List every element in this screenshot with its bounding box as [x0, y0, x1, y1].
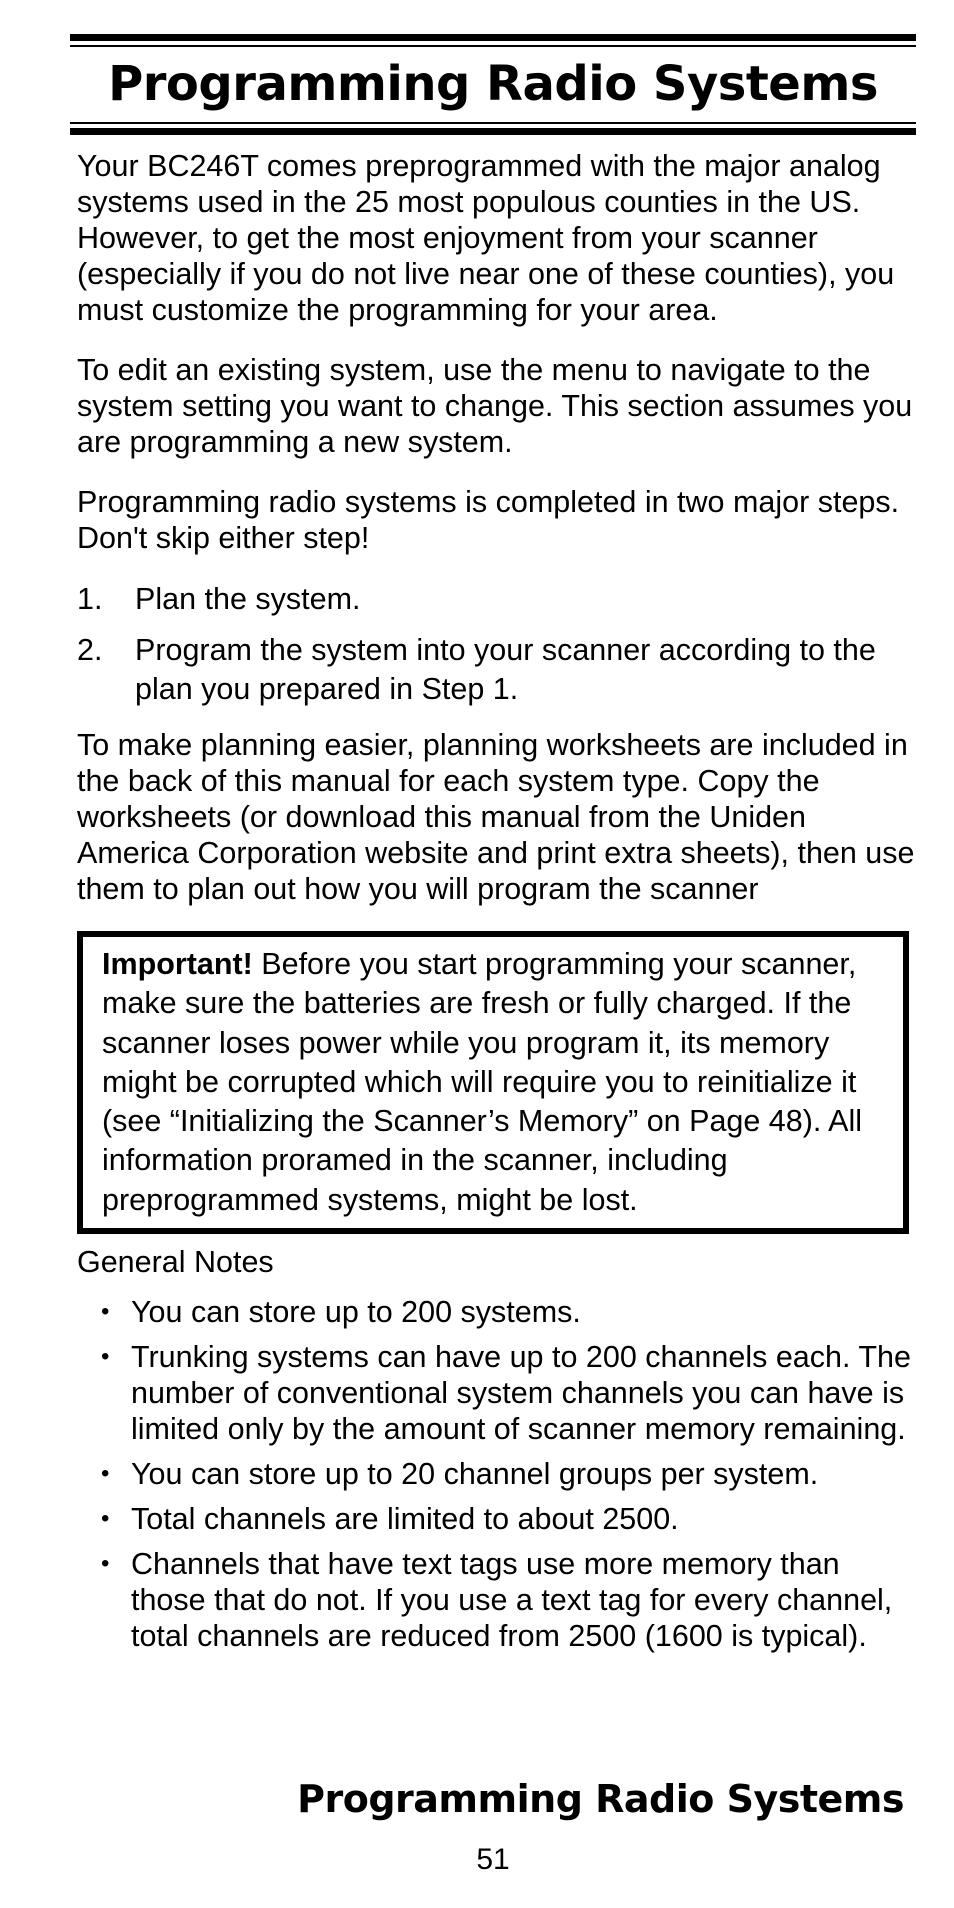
bullet-icon: •	[101, 1550, 110, 1578]
note-text: You can store up to 20 channel groups per system.	[131, 1457, 819, 1492]
step-text: Program the system into your scanner according to the plan you prepared in Step 1.	[135, 633, 876, 706]
important-text: Before you start programming your scanner, make sure the batteries are fresh or fully charged. If the scanner loses power while you program it, its memory might be corrupted which will require you to reinitialize it (see “Initializing the Scanner’s Memory” on Page 48). All information proramed in the scanner, including preprogrammed systems, might be lost.	[102, 947, 863, 1217]
list-item	[77, 1339, 917, 1447]
steps-list	[77, 580, 917, 709]
list-item	[77, 580, 917, 619]
list-item	[77, 1294, 917, 1330]
general-notes-heading: General Notes	[77, 1245, 274, 1280]
list-item	[77, 1501, 917, 1537]
header-rule-top-thick	[70, 34, 916, 41]
bullet-icon: •	[101, 1460, 110, 1488]
general-notes-list	[77, 1294, 917, 1654]
footer-section-title: Programming Radio Systems	[297, 1777, 904, 1821]
page-title: Programming Radio Systems	[108, 56, 878, 112]
note-text: Trunking systems can have up to 200 channels each. The number of conventional system channels you can have is limited only by the amount of scanner memory remaining.	[131, 1340, 911, 1447]
main-content	[77, 148, 917, 1663]
header-rule-top-thin	[70, 45, 916, 47]
step-number: 1.	[77, 582, 103, 616]
header-rule-bottom-thin	[70, 122, 916, 124]
list-item	[77, 1546, 917, 1654]
intro-paragraph: Programming radio systems is completed in two major steps. Don't skip either step!	[77, 485, 900, 555]
important-label: Important!	[102, 947, 253, 981]
important-notice-box	[77, 931, 909, 1234]
planning-paragraph: To make planning easier, planning worksheets are included in the back of this manual for each system type. Copy the worksheets (or download this manual from the Uniden America Corporation website and print extra sheets), then use them to plan out how you will program the scanner	[77, 728, 915, 906]
intro-paragraph: Your BC246T comes preprogrammed with the major analog systems used in the 25 most populous counties in the US. However, to get the most enjoyment from your scanner (especially if you do not live near one of these counties), you must customize the programming for your area.	[77, 149, 895, 327]
intro-paragraph: To edit an existing system, use the menu to navigate to the system setting you want to change. This section assumes you are programming a new system.	[77, 353, 913, 459]
step-number: 2.	[77, 633, 103, 667]
note-text: You can store up to 200 systems.	[131, 1295, 581, 1330]
note-text: Channels that have text tags use more memory than those that do not. If you use a text tag for every channel, total channels are reduced from 2500 (1600 is typical).	[131, 1547, 893, 1654]
header-rule-bottom-thick	[70, 128, 916, 135]
bullet-icon: •	[101, 1505, 110, 1533]
note-text: Total channels are limited to about 2500.	[131, 1502, 679, 1537]
bullet-icon: •	[101, 1343, 110, 1371]
step-text: Plan the system.	[135, 582, 361, 616]
bullet-icon: •	[101, 1298, 110, 1326]
list-item	[77, 1456, 917, 1492]
list-item	[77, 631, 917, 709]
page-number: 51	[476, 1843, 510, 1876]
